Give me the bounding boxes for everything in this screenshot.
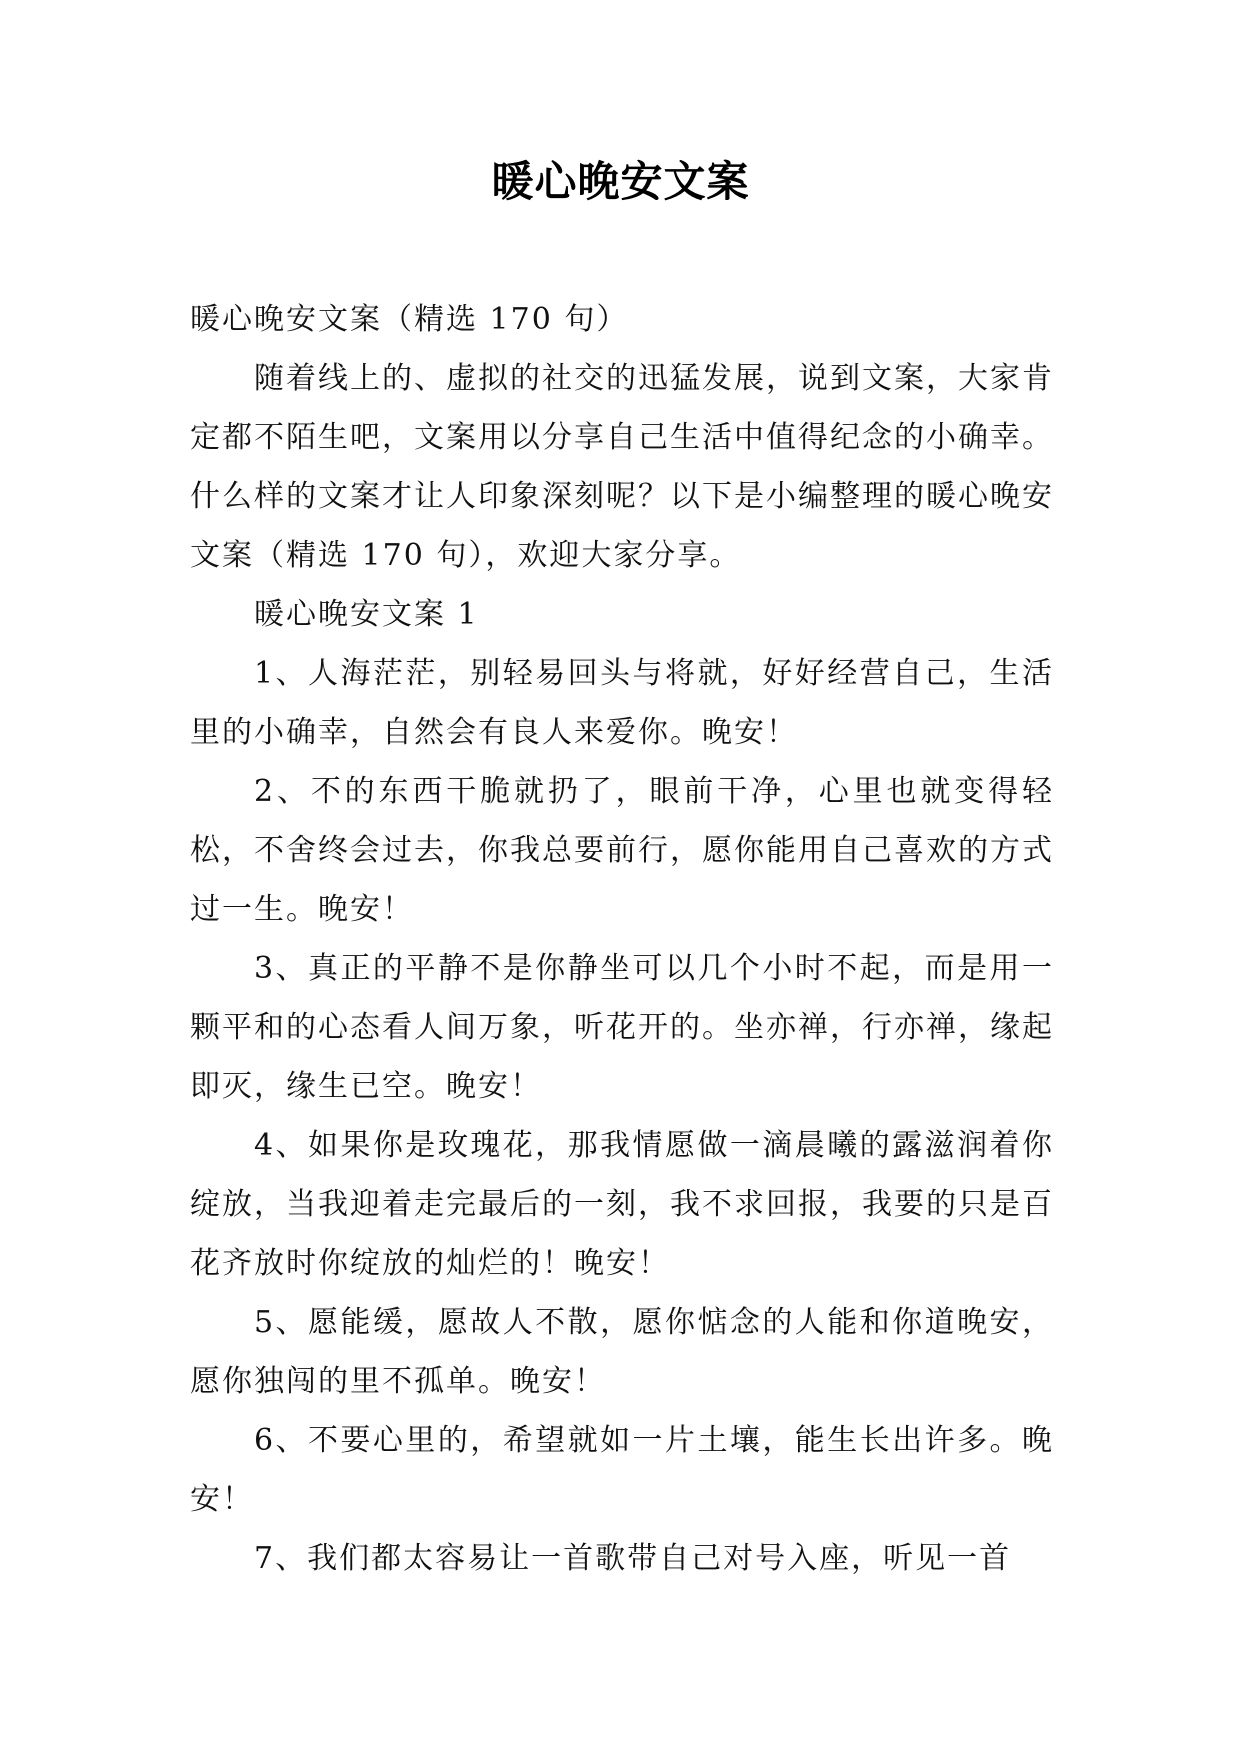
- list-item: 6、不要心里的，希望就如一片土壤，能生长出许多。晚安！: [190, 1423, 1054, 1517]
- list-item: 2、不的东西干脆就扔了，眼前干净，心里也就变得轻松，不舍终会过去，你我总要前行，愿你能用自己喜欢的方式过一生。晚安！: [190, 774, 1054, 927]
- list-item: 3、真正的平静不是你静坐可以几个小时不起，而是用一颗平和的心态看人间万象，听花开的。坐亦禅，行亦禅，缘起即灭，缘生已空。晚安！: [190, 951, 1054, 1104]
- list-item: 5、愿能缓，愿故人不散，愿你惦念的人能和你道晚安，愿你独闯的里不孤单。晚安！: [190, 1305, 1054, 1399]
- list-item: 4、如果你是玫瑰花，那我情愿做一滴晨曦的露滋润着你绽放，当我迎着走完最后的一刻，我不求回报，我要的只是百花齐放时你绽放的灿烂的！晚安！: [190, 1128, 1054, 1281]
- intro-paragraph: 随着线上的、虚拟的社交的迅猛发展，说到文案，大家肯定都不陌生吧，文案用以分享自己生活中值得纪念的小确幸。什么样的文案才让人印象深刻呢？以下是小编整理的暖心晚安文案（精选 170 句），欢迎大家分享。: [190, 361, 1054, 573]
- section-heading: 暖心晚安文案 1: [254, 597, 479, 632]
- document-subtitle: 暖心晚安文案（精选 170 句）: [190, 302, 629, 337]
- list-item: 1、人海茫茫，别轻易回头与将就，好好经营自己，生活里的小确幸，自然会有良人来爱你。晚安！: [190, 656, 1054, 750]
- document-title: 暖心晚安文案: [491, 157, 750, 206]
- list-item: 7、我们都太容易让一首歌带自己对号入座，听见一首: [254, 1541, 1012, 1576]
- document-body: [190, 290, 1054, 1588]
